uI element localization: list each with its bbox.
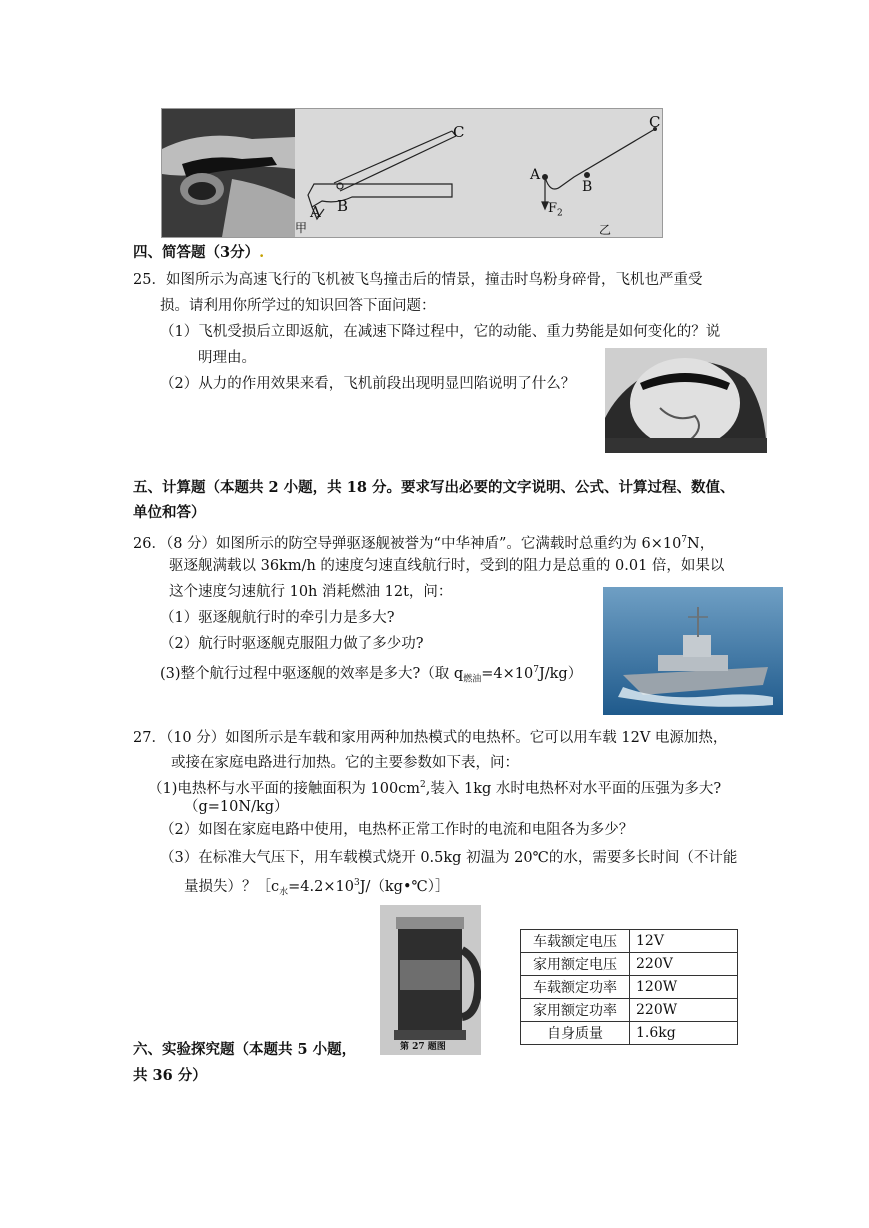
q25-part1: （1）飞机受损后立即返航，在减速下降过程中，它的动能、重力势能是如何变化的？说 — [160, 324, 721, 340]
label-yi: 乙 — [599, 223, 612, 237]
table-row — [521, 1022, 738, 1045]
label-b-yi: B — [582, 179, 593, 195]
param-name: 家用额定电压 — [521, 953, 630, 976]
q27-part2: （2）如图在家庭电路中使用，电热杯正常工作时的电流和电阻各为多少？ — [160, 822, 634, 838]
param-name: 车载额定电压 — [521, 930, 630, 953]
table-row — [521, 999, 738, 1022]
table-row — [521, 976, 738, 999]
label-jia: 甲 — [295, 221, 308, 235]
q26-part2: （2）航行时驱逐舰克服阻力做了多少功? — [160, 636, 424, 652]
q25-part2: （2）从力的作用效果来看，飞机前段出现明显凹陷说明了什么？ — [160, 376, 576, 392]
section-6-heading: 六、实验探究题（本题共 5 小题， — [133, 1041, 357, 1058]
q27-part3: （3）在标准大气压下，用车载模式烧开 0.5kg 初温为 20℃的水，需要多长时间（不计能 — [160, 850, 738, 866]
q26-line2: 驱逐舰满载以 36km/h 的速度匀速直线航行时，受到的阻力是总重的 0.01 倍，如果以 — [169, 558, 725, 574]
q26-line3: 这个速度匀速航行 10h 消耗燃油 12t，问： — [169, 584, 453, 600]
section-5-heading-cont: 单位和答） — [133, 504, 206, 521]
label-c-jia: C — [453, 123, 465, 141]
label-a-jia: A — [310, 203, 321, 221]
destroyer-photo — [603, 587, 783, 715]
damaged-airplane-photo — [605, 348, 767, 453]
table-row — [521, 930, 738, 953]
param-name: 自身质量 — [521, 1022, 630, 1045]
param-value: 220V — [630, 953, 738, 976]
section-5-heading: 五、计算题（本题共 2 小题，共 18 分。要求写出必要的文字说明、公式、计算过程、数值、 — [133, 479, 735, 496]
electric-cup-photo — [380, 905, 481, 1055]
q25-line1: 25．如图所示为高速飞行的飞机被飞鸟撞击后的情景，撞击时鸟粉身碎骨，飞机也严重受 — [133, 272, 703, 288]
q26-line1: 26．（8 分）如图所示的防空导弹驱逐舰被誉为“中华神盾”。它满载时总重约为 $6\times 10^7N$， — [133, 535, 715, 552]
section-6-heading-cont: 共 36 分） — [133, 1067, 207, 1084]
label-a-yi: A — [530, 167, 541, 183]
q25-part1-cont: 明理由。 — [198, 350, 256, 366]
q27-part1-cont: （g=10N/kg） — [184, 799, 289, 815]
param-name: 家用额定功率 — [521, 999, 630, 1022]
cup-caption: 第 27 题图 — [400, 1042, 446, 1052]
param-value: 1.6kg — [630, 1022, 738, 1045]
label-f2: $F_2$ — [548, 201, 563, 219]
q26-part1: （1）驱逐舰航行时的牵引力是多大? — [160, 610, 395, 626]
cup-params-table — [520, 929, 738, 1045]
label-b-jia: B — [337, 197, 349, 215]
section-4-heading: 四、简答题（3分）. — [133, 244, 265, 261]
q27-line1: 27．（10 分）如图所示是车载和家用两种加热模式的电热杯。它可以用车载 12V 电源加热， — [133, 730, 728, 746]
param-value: 220W — [630, 999, 738, 1022]
q26-part3: (3)整个航行过程中驱逐舰的效率是多大?（取 $q_{燃油}=4\times 10^7J/kg$） — [160, 665, 583, 685]
param-name: 车载额定功率 — [521, 976, 630, 999]
label-c-yi: C — [649, 113, 661, 131]
param-value: 120W — [630, 976, 738, 999]
q27-line2: 或接在家庭电路进行加热。它的主要参数如下表，问： — [171, 755, 519, 771]
lever-figure-drawing — [162, 109, 662, 237]
q27-part1: （1)电热杯与水平面的接触面积为 $100cm^2$,装入 1kg 水时电热杯对水平面的压强为多大? — [148, 780, 722, 797]
q25-line2: 损。请利用你所学过的知识回答下面问题： — [160, 298, 436, 314]
lever-figure — [161, 108, 663, 238]
table-row — [521, 953, 738, 976]
q27-part3-cont: 量损失）？$[c_水=4.2\times 10^3J/(kg•℃)]$ — [184, 878, 450, 898]
param-value: 12V — [630, 930, 738, 953]
